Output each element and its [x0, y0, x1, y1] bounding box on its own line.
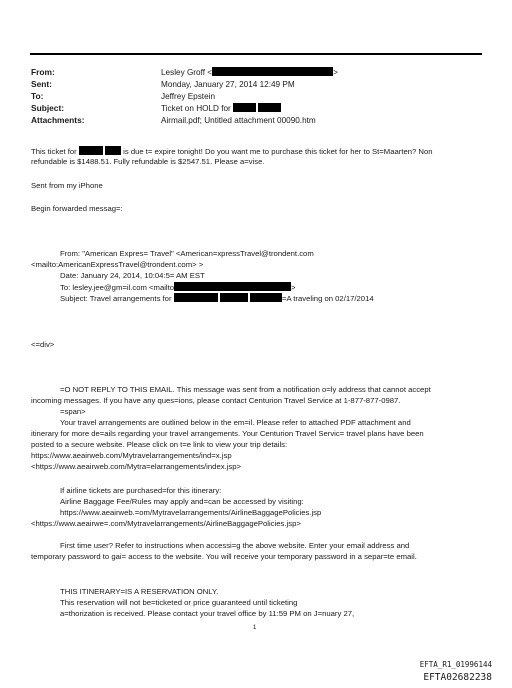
body-line: a=thorization is received. Please contact your travel office by 11:59 PM on J=nuary 27, [60, 609, 355, 618]
body-line: =span> [60, 407, 86, 416]
subject-value [161, 103, 281, 114]
body-line: incoming messages. If you have any ques=ions, please contact Centurion Travel Service at 1-877-877-0987. [31, 396, 401, 405]
redaction-box [258, 103, 281, 112]
forward-text: > [291, 283, 296, 292]
redaction-box [233, 103, 256, 112]
from-suffix: > [333, 68, 338, 77]
redaction-box [105, 146, 121, 155]
attachments-value: Airmail.pdf; Untitled attachment 00090.htm [161, 116, 316, 125]
forward-line: Date: January 24, 2014, 10:04:5= AM EST [60, 271, 205, 280]
forward-text: =A traveling on 02/17/2014 [281, 294, 374, 303]
body-line: This reservation will not be=ticketed or price guaranteed until ticketing [60, 598, 298, 607]
body-line: itinerary for more de=ails regarding your travel arrangements. Your Centurion Travel Servic= travel plans have been [31, 429, 424, 438]
body-text: is due t= expire tonight! Do you want me to purchase this ticket for her to St=Maarten? Non [123, 147, 433, 156]
redaction-box [174, 293, 218, 302]
body-line: temporary password to gai= access to the website. You will receive your temporary password in a separ=te email. [31, 552, 417, 561]
forward-line: From: "American Expres= Travel" <American=xpressTravel@trondent.com [60, 249, 314, 258]
redaction-box [212, 67, 333, 76]
redaction-box [174, 282, 291, 291]
efta-id-small: EFTA_R1_01996144 [419, 660, 492, 669]
redaction-box [220, 293, 248, 302]
sent-value: Monday, January 27, 2014 12:49 PM [161, 80, 295, 89]
to-label: To: [31, 91, 44, 101]
link-line: https://www.aeairweb.com/Mytravelarrangements/ind=x.jsp [31, 451, 232, 460]
to-value: Jeffrey Epstein [161, 92, 216, 101]
body-line: Your travel arrangements are outlined below in the em=il. Please refer to attached PDF attachment and [60, 418, 411, 427]
body-line: posted to a secure website. Please click on t=e link to view your trip details: [31, 440, 288, 449]
link-line: https://www.aeairweb.=om/Mytravelarrangements/AirlineBaggagePolicies.jsp [60, 508, 322, 517]
body-line: Begin forwarded messag=: [31, 204, 123, 213]
body-line: Sent from my iPhone [31, 181, 103, 190]
forward-text: Subject: Travel arrangements for [60, 294, 172, 303]
forward-line [60, 293, 374, 304]
redaction-box [250, 293, 282, 302]
from-label: From: [31, 67, 55, 77]
forward-line: <mailto:AmericanExpressTravel@trondent.com> > [31, 260, 204, 269]
body-line: =O NOT REPLY TO THIS EMAIL. This message was sent from a notification o=ly address that cannot accept [60, 385, 431, 394]
efta-id-large: EFTA02682238 [423, 672, 492, 683]
body-line: THIS ITINERARY=IS A RESERVATION ONLY. [60, 587, 219, 596]
link-line: <https://www.aeairweb.com/Mytra=elarrangements/index.jsp> [31, 462, 242, 471]
redaction-box [79, 146, 103, 155]
body-line: <=div> [31, 340, 55, 349]
from-value [161, 67, 338, 78]
from-sender: Lesley Groff < [161, 68, 213, 77]
subject-text: Ticket on HOLD for [161, 104, 231, 113]
body-line: If airline tickets are purchased=for this itinerary: [60, 486, 222, 495]
body-text: This ticket for [31, 147, 77, 156]
forward-line [60, 282, 296, 293]
forward-text: To: lesley.jee@gm=il.com <mailto [60, 283, 175, 292]
body-line [31, 146, 433, 157]
page-number: 1 [253, 625, 257, 631]
header-rule [30, 53, 482, 55]
subject-label: Subject: [31, 103, 65, 113]
body-line: First time user? Refer to instructions when accessi=g the above website. Enter your email address and [60, 541, 410, 550]
body-line: Airline Baggage Fee/Rules may apply and=can be accessed by visiting: [60, 497, 304, 506]
attachments-label: Attachments: [31, 115, 85, 125]
body-line: refundable is $1488.51. Fully refundable is $2547.51. Please a=vise. [31, 157, 265, 166]
link-line: <https://www.aeairwe=.com/Mytravelarrangements/AirlineBaggagePolicies.jsp> [31, 519, 301, 528]
sent-label: Sent: [31, 79, 52, 89]
